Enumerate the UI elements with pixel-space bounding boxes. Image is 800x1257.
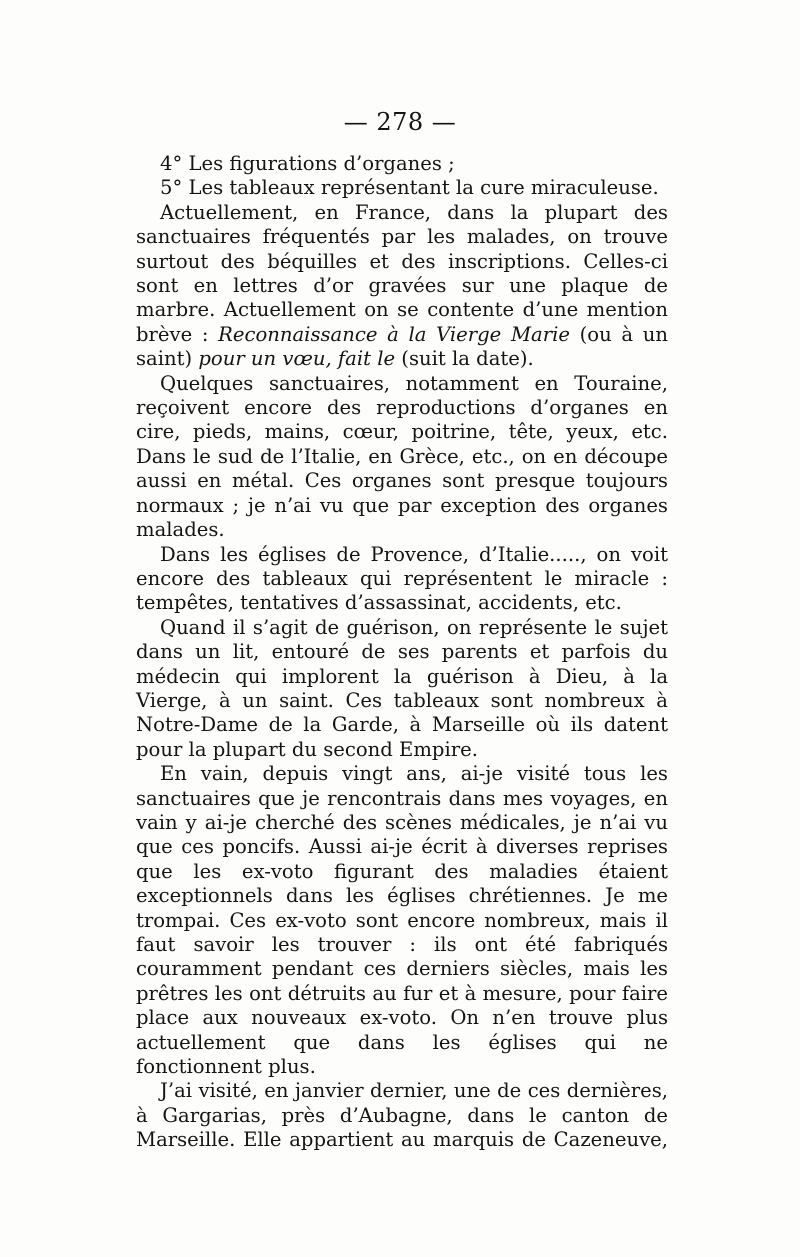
text-segment: Actuellement, en France, dans la plupart des sanctuaires fréquentés par les malades, on trouve surtout des béquilles et des inscriptions. Celles-ci sont en lettres d’or gravées sur une plaque de marbre. Actuellement on se contente d’une mention brève : — [136, 200, 668, 346]
paragraph-gargarias: J’ai visité, en janvier dernier, une de ces dernières, à Gargarias, près d’Aubagne, dans le canton de Marseille. Elle appartient au marquis de Cazeneuve, — [136, 1079, 668, 1152]
paragraph-inscriptions — [136, 201, 668, 372]
paragraph-sanctuaries: Quelques sanctuaires, notamment en Touraine, reçoivent encore des reproductions d’organes en cire, pieds, mains, cœur, poitrine, tête, yeux, etc. Dans le sud de l’Italie, en Grèce, etc., on en découpe aussi en métal. Ces organes sont presque toujours normaux ; je n’ai vu que par exception des organes malades. — [136, 371, 668, 542]
body-text — [136, 152, 668, 1153]
paragraph-search: En vain, depuis vingt ans, ai-je visité tous les sanctuaires que je rencontrais dans mes voyages, en vain y ai-je cherché des scènes médicales, je n’ai vu que ces poncifs. Aussi ai-je écrit à diverses reprises que les ex-voto figurant des maladies étaient exceptionnels dans les églises chrétiennes. Je me trompai. Ces ex-voto sont encore nombreux, mais il faut savoir les trouver : ils ont été fabriqués couramment pendant ces derniers siècles, mais les prêtres les ont détruits au fur et à mesure, pour faire place aux nouveaux ex-voto. On n’en trouve plus actuellement que dans les églises qui ne fonctionnent plus. — [136, 762, 668, 1079]
paragraph-healing: Quand il s’agit de guérison, on représente le sujet dans un lit, entouré de ses parents et parfois du médecin qui implorent la guérison à Dieu, à la Vierge, à un saint. Ces tableaux sont nombreux à Notre-Dame de la Garde, à Marseille où ils datent pour la plupart du second Empire. — [136, 615, 668, 761]
italic-inscription-text: pour un vœu, fait le — [198, 347, 396, 371]
page-number: — 278 — — [343, 108, 457, 136]
text-segment: (ou à un saint) — [136, 322, 668, 371]
paragraph-item-4: 4° Les figurations d’organes ; — [160, 152, 455, 175]
paragraph-item-5: 5° Les tableaux représentant la cure miraculeuse. — [160, 176, 659, 200]
text-segment: (suit la date). — [395, 347, 534, 371]
paragraph-provence: Dans les églises de Provence, d’Italie....., on voit encore des tableaux qui représentent le miracle : tempêtes, tentatives d’assassinat, accidents, etc. — [136, 542, 668, 615]
italic-inscription-text: Reconnaissance à la Vierge Marie — [218, 322, 570, 346]
